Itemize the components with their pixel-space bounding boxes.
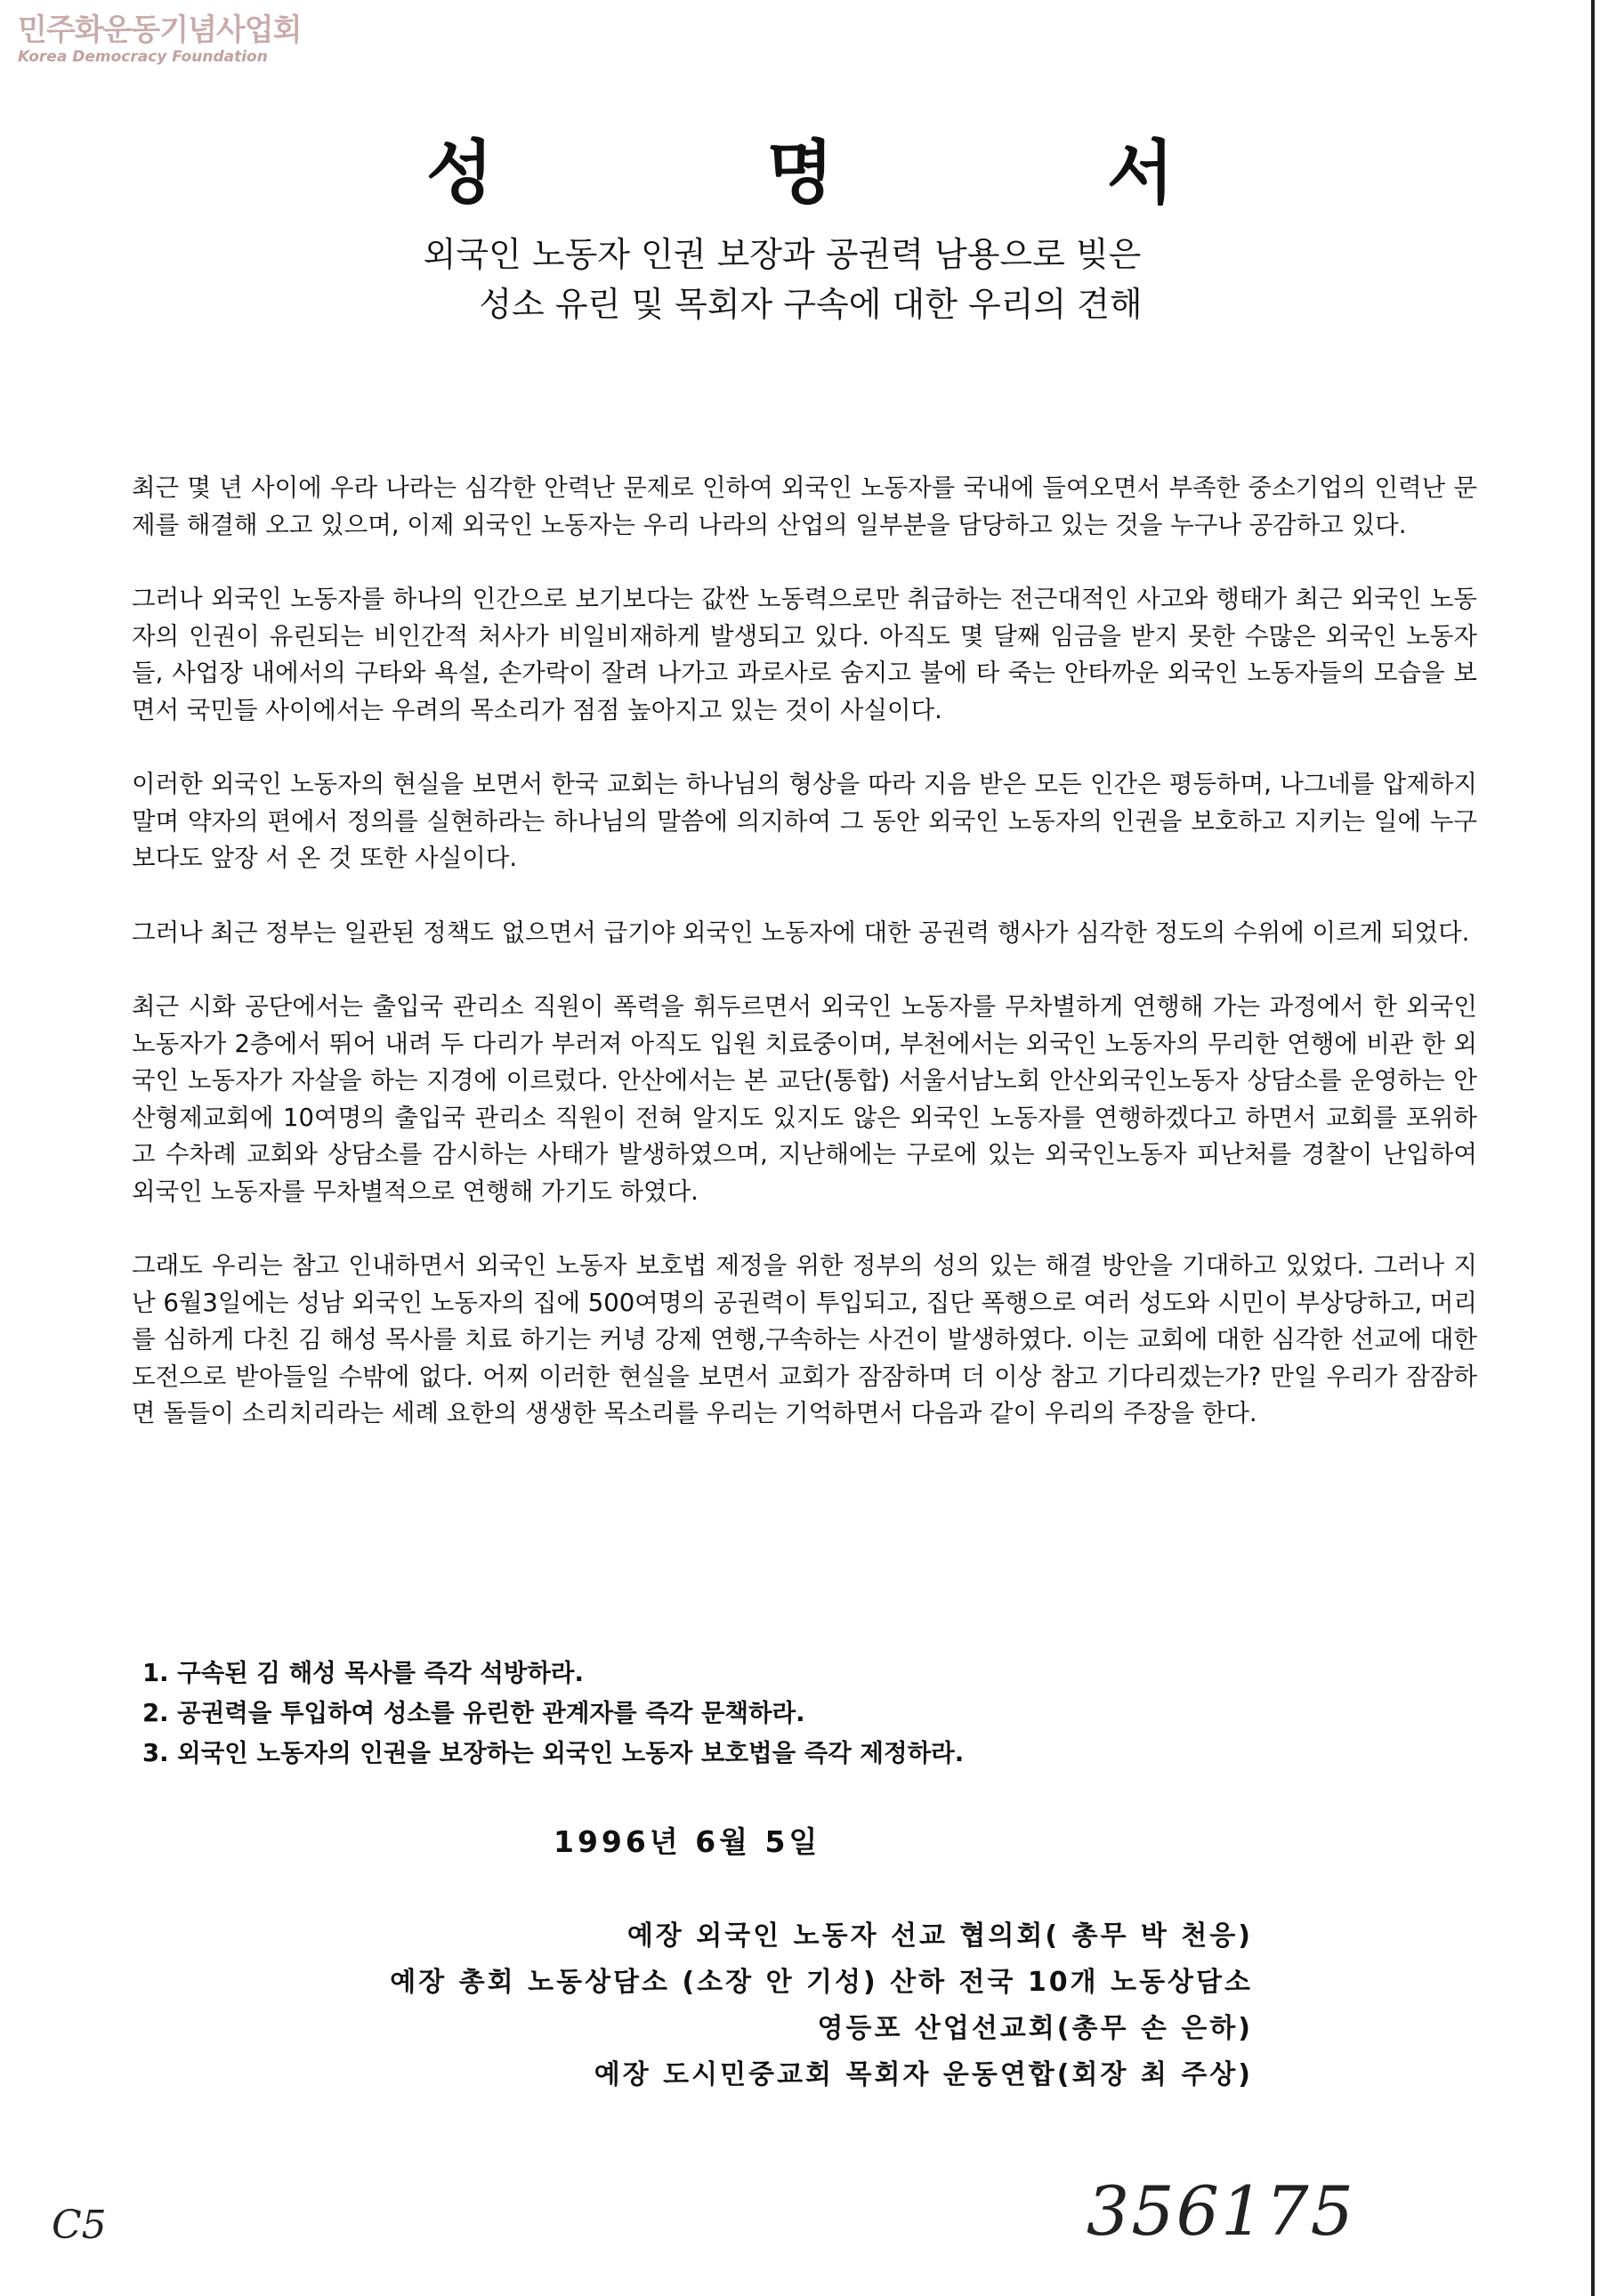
paragraph-5: 최근 시화 공단에서는 출입국 관리소 직원이 폭력을 휘두르면서 외국인 노동자를 무차별하게 연행해 가는 과정에서 한 외국인 노동자가 2층에서 뛰어 내려 두 다리가 부러져 아직도 입원 치료중이며, 부천에서는 외국인 노동자의 무리한 연행에 비관 한 외국인 노동자가 자살을 하는 지경에 이르렀다. 안산에서는 본 교단(통합) 서울서남노회 안산외국인노동자 상담소를 운영하는 안산형제교회에 10여명의 출입국 관리소 직원이 전혀 알지도 있지도 않은 외국인 노동자를 연행하겠다고 하면서 교회를 포위하고 수차례 교회와 상담소를 감시하는 사태가 발생하였으며, 지난해에는 구로에 있는 외국인노동자 피난처를 경찰이 난입하여 외국인 노동자를 무차별적으로 연행해 가기도 하였다. xyxy=(132,992,1477,1206)
signatories xyxy=(390,1913,1253,2098)
document-title: 성 명 서 xyxy=(425,133,1299,214)
watermark-logo xyxy=(18,12,301,66)
signer-4: 예장 도시민중교회 목회자 운동연합(회장 최 주상) xyxy=(594,2059,1253,2090)
paragraph-2: 그러나 외국인 노동자를 하나의 인간으로 보기보다는 값싼 노동력으로만 취급하는 전근대적인 사고와 행태가 최근 외국인 노동자의 인권이 유린되는 비인간적 처사가 비일비재하게 발생되고 있다. 아직도 몇 달째 임금을 받지 못한 수많은 외국인 노동자들, 사업장 내에서의 구타와 욕설, 손가락이 잘려 나가고 과로사로 숨지고 불에 타 죽는 안타까운 외국인 노동자들의 모습을 보면서 국민들 사이에서는 우려의 목소리가 점점 높아지고 있는 것이 사실이다. xyxy=(132,585,1477,724)
paragraph-1: 최근 몇 년 사이에 우라 나라는 심각한 안력난 문제로 인하여 외국인 노동자를 국내에 들여오면서 부족한 중소기업의 인력난 문제를 해결해 오고 있으며, 이제 외국인 노동자는 우리 나라의 산업의 일부분을 담당하고 있는 것을 누구나 공감하고 있다. xyxy=(132,473,1477,539)
watermark-korean: 민주화운동기념사업회 xyxy=(18,12,302,48)
subtitle-line-2: 성소 유린 및 목회자 구속에 대한 우리의 견해 xyxy=(479,285,1143,324)
paragraph-3: 이러한 외국인 노동자의 현실을 보면서 한국 교회는 하나님의 형상을 따라 지음 받은 모든 인간은 평등하며, 나그네를 압제하지 말며 약자의 편에서 정의를 실현하라는 하나님의 말씀에 의지하여 그 동안 외국인 노동자의 인권을 보호하고 지키는 일에 누구보다도 앞장 서 온 것 또한 사실이다. xyxy=(132,770,1477,872)
watermark-english: Korea Democracy Foundation xyxy=(18,48,268,66)
paragraph-6: 그래도 우리는 참고 인내하면서 외국인 노동자 보호법 제정을 위한 정부의 성의 있는 해결 방안을 기대하고 있었다. 그러나 지난 6월3일에는 성남 외국인 노동자의 집에 500여명의 공권력이 투입되고, 집단 폭행으로 여러 성도와 시민이 부상당하고, 머리를 심하게 다친 김 해성 목사를 치료 하기는 커녕 강제 연행,구속하는 사건이 발생하였다. 이는 교회에 대한 심각한 선교에 대한 도전으로 받아들일 수밖에 없다. 어찌 이러한 현실을 보면서 교회가 잠잠하며 더 이상 참고 기다리겠는가? 만일 우리가 잠잠하면 돌들이 소리치리라는 세례 요한의 생생한 목소리를 우리는 기억하면서 다음과 같이 우리의 주장을 한다. xyxy=(132,1251,1477,1427)
signer-2: 예장 총회 노동상담소 (소장 안 기성) 산하 전국 10개 노동상담소 xyxy=(390,1967,1253,1998)
demand-item-2: 2. 공권력을 투입하여 성소를 유린한 관계자를 즉각 문책하라. xyxy=(142,1699,805,1727)
demand-item-1: 1. 구속된 김 해성 목사를 즉각 석방하라. xyxy=(142,1659,584,1687)
handwritten-mark: C5 xyxy=(52,2203,107,2248)
signer-3: 영등포 산업선교회(총무 손 은하) xyxy=(817,2013,1253,2044)
paragraph-4: 그러나 최근 정부는 일관된 정책도 없으면서 급기야 외국인 노동자에 대한 공권력 행사가 심각한 정도의 수위에 이르게 되었다. xyxy=(132,918,1470,947)
statement-body xyxy=(132,470,1477,1470)
signer-1: 예장 외국인 노동자 선교 협의회( 총무 박 천응) xyxy=(626,1920,1253,1952)
subtitle-line-1: 외국인 노동자 인권 보장과 공권력 남용으로 빚은 xyxy=(423,235,1142,274)
demands-list xyxy=(142,1653,964,1774)
statement-date: 1996년 6월 5일 xyxy=(554,1824,821,1859)
demand-item-3: 3. 외국인 노동자의 인권을 보장하는 외국인 노동자 보호법을 즉각 제정하라. xyxy=(142,1739,965,1767)
scan-border xyxy=(1591,0,1595,2296)
handwritten-archive-number: 356175 xyxy=(1086,2171,1355,2251)
